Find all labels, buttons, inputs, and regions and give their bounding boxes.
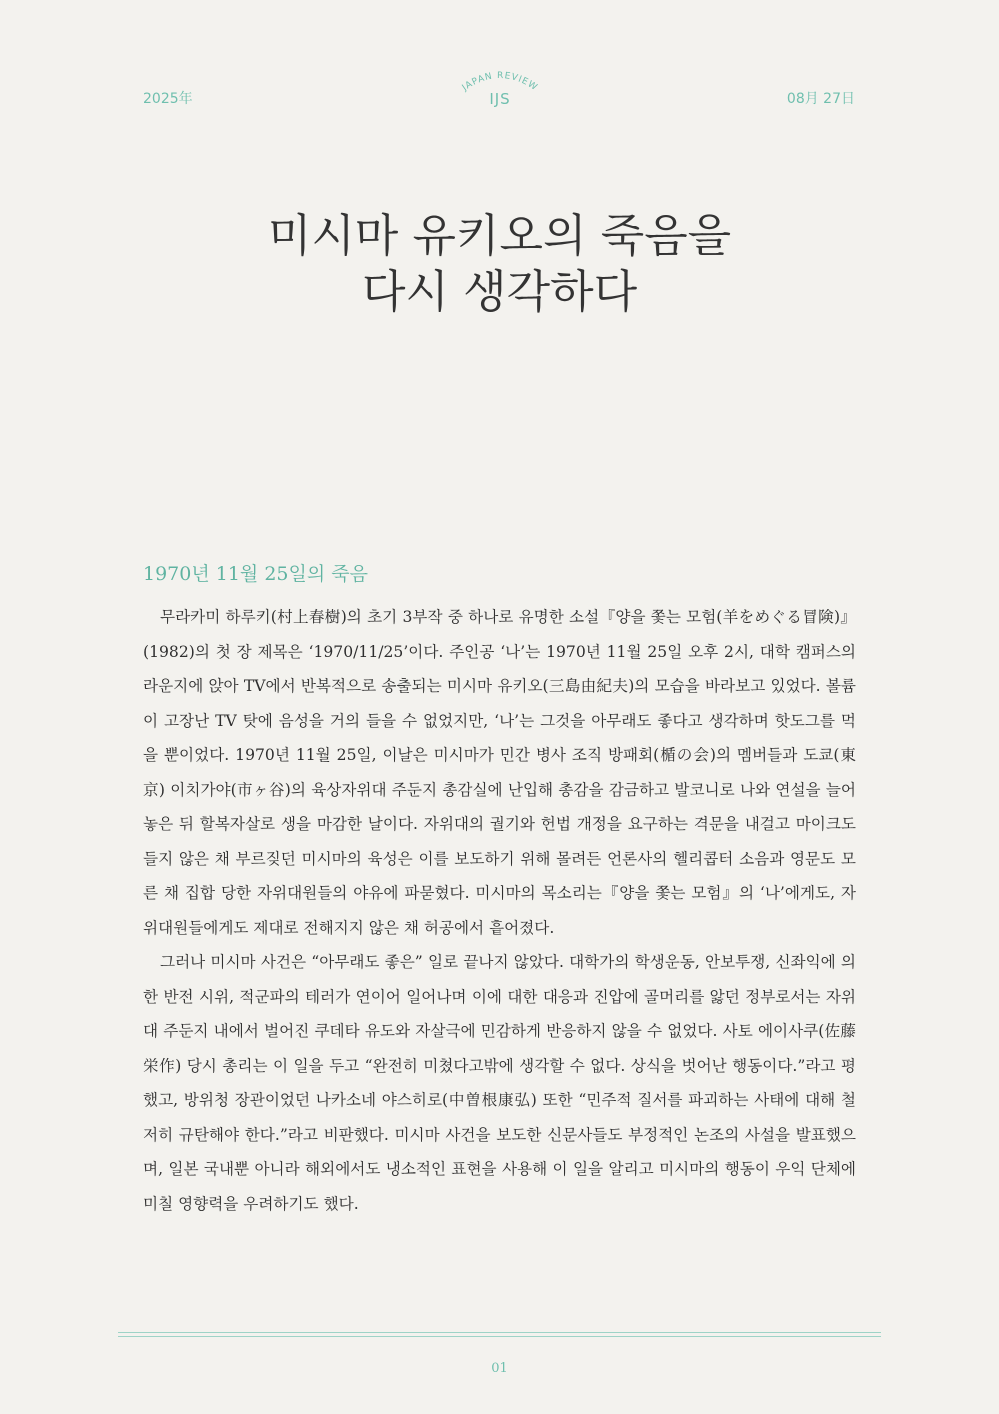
logo-arc-text: JAPAN REVIEW	[460, 70, 540, 94]
footer-rule-bottom	[118, 1336, 881, 1337]
paragraph-1: 무라카미 하루키(村上春樹)의 초기 3부작 중 하나로 유명한 소설『양을 쫓는 모험(羊をめぐる冒険)』(1982)의 첫 장 제목은 ‘1970/11/25’이다. 주인공 ‘나’는 1970년 11월 25일 오후 2시, 대학 캠퍼스의 라운지에 앉아 TV에서 반복적으로 송출되는 미시마 유키오(三島由紀夫)의 모습을 바라보고 있었다. 볼륨이 고장난 TV 탓에 음성을 거의 들을 수 없었지만, ‘나’는 그것을 아무래도 좋다고 생각하며 핫도그를 먹을 뿐이었다. 1970년 11월 25일, 이날은 미시마가 민간 병사 조직 방패회(楯の会)의 멤버들과 도쿄(東京) 이치가야(市ヶ谷)의 육상자위대 주둔지 총감실에 난입해 총감을 감금하고 발코니로 나와 연설을 늘어놓은 뒤 할복자살로 생을 마감한 날이다. 자위대의 궐기와 헌법 개정을 요구하는 격문을 내걸고 마이크도 들지 않은 채 부르짖던 미시마의 육성은 이를 보도하기 위해 몰려든 언론사의 헬리콥터 소음과 영문도 모른 채 집합 당한 자위대원들의 야유에 파묻혔다. 미시마의 목소리는『양을 쫓는 모험』의 ‘나’에게도, 자위대원들에게도 제대로 전해지지 않은 채 허공에서 흩어졌다.	[143, 608, 856, 937]
header-year: 2025年	[143, 91, 193, 107]
article-title	[0, 208, 999, 320]
logo-mark: IJS	[489, 90, 511, 108]
title-line-1: 미시마 유키오의 죽음을	[267, 209, 732, 262]
journal-logo	[440, 64, 560, 114]
footer-rule-top	[118, 1332, 881, 1333]
page-number: 01	[491, 1361, 508, 1376]
article-body	[143, 600, 856, 1221]
title-line-2: 다시 생각하다	[361, 265, 638, 318]
paragraph-2: 그러나 미시마 사건은 “아무래도 좋은” 일로 끝나지 않았다. 대학가의 학생운동, 안보투쟁, 신좌익에 의한 반전 시위, 적군파의 테러가 연이어 일어나며 이에 대한 대응과 진압에 골머리를 앓던 정부로서는 자위대 주둔지 내에서 벌어진 쿠데타 유도와 자살극에 민감하게 반응하지 않을 수 없었다. 사토 에이사쿠(佐藤栄作) 당시 총리는 이 일을 두고 “완전히 미쳤다고밖에 생각할 수 없다. 상식을 벗어난 행동이다.”라고 평했고, 방위청 장관이었던 나카소네 야스히로(中曽根康弘) 또한 “민주적 질서를 파괴하는 사태에 대해 철저히 규탄해야 한다.”라고 비판했다. 미시마 사건을 보도한 신문사들도 부정적인 논조의 사설을 발표했으며, 일본 국내뿐 아니라 해외에서도 냉소적인 표현을 사용해 이 일을 알리고 미시마의 행동이 우익 단체에 미칠 영향력을 우려하기도 했다.	[143, 953, 856, 1213]
section-heading: 1970년 11월 25일의 죽음	[143, 563, 368, 585]
header-date: 08月 27日	[786, 91, 855, 107]
